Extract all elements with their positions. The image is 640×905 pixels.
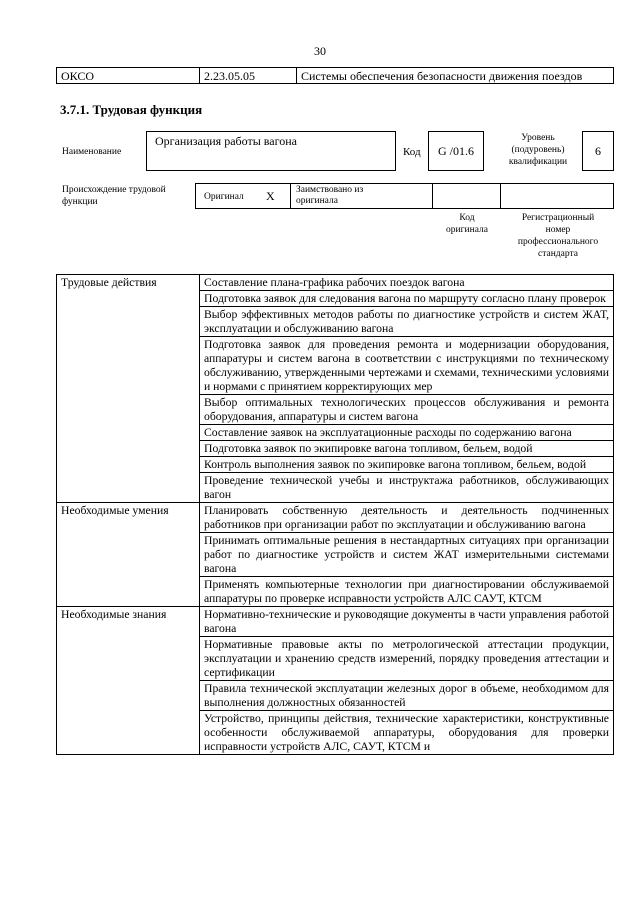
origin-label [62, 184, 166, 208]
table-row: Подготовка заявок для проведения ремонта и модернизации оборудования, аппаратуры и систем вагона в соответствии с инструкциями по техническому обслуживанию, утвержденными чертежами и схемами, техническими условиями и нормами с принятием корректирующих мер [200, 337, 614, 395]
table-row: Устройство, принципы действия, технические характеристики, конструктивные особенности обслуживаемой аппаратуры, оборудования для проверки исправности устройств АЛС, САУТ, КТСМ и [200, 711, 614, 755]
section-title: 3.7.1. Трудовая функция [60, 102, 203, 117]
table-row: Выбор оптимальных технологических процессов обслуживания и ремонта оборудования, аппаратуры и систем вагона [200, 395, 614, 425]
table-row: Составление плана-графика рабочих поездок вагона [200, 275, 614, 291]
code-value: G /01.6 [438, 144, 474, 158]
code-box [428, 131, 484, 171]
category-cell: Необходимые знания [57, 607, 200, 755]
table-row: Применять компьютерные технологии при диагностировании обслуживаемой аппаратуры по проверке исправности устройств АЛС САУТ, КТСМ [200, 577, 614, 607]
table-row: Подготовка заявок для следования вагона по маршруту согласно плану проверок [200, 291, 614, 307]
category-cell: Трудовые действия [57, 275, 200, 503]
level-label [490, 132, 586, 168]
reg-caption [503, 212, 613, 260]
okso-label: ОКСО [57, 68, 200, 84]
reg-caption-line: Регистрационный [521, 213, 595, 223]
origin-divider [500, 184, 501, 208]
table-row: Нормативно-технические и руководящие документы в части управления работой вагона [200, 607, 614, 637]
table-row: Составление заявок на эксплуатационные расходы по содержанию вагона [200, 425, 614, 441]
level-label-line: Уровень [521, 133, 555, 143]
okso-name: Системы обеспечения безопасности движения поездов [297, 68, 614, 84]
name-label: Наименование [62, 147, 122, 157]
reg-caption-line: профессионального [517, 237, 599, 247]
name-box [146, 131, 396, 171]
table-row: Подготовка заявок по экипировке вагона топливом, бельем, водой [200, 441, 614, 457]
level-label-line: (подуровень) [511, 145, 565, 155]
level-value: 6 [595, 144, 601, 158]
code-label: Код [403, 146, 421, 158]
original-label: Оригинал [204, 192, 244, 202]
table-row: Планировать собственную деятельность и деятельность подчиненных работников при организации работ по эксплуатации и обслуживанию вагона [200, 503, 614, 533]
code-caption-line: оригинала [446, 225, 488, 235]
borrowed-label-line: Заимствовано из [296, 185, 364, 195]
origin-label-line: функции [62, 197, 98, 207]
origin-box [195, 183, 614, 209]
origin-divider [290, 184, 291, 208]
reg-caption-line: номер [545, 225, 571, 235]
original-mark: X [266, 189, 275, 203]
borrowed-label-line: оригинала [296, 196, 338, 206]
okso-table [56, 67, 614, 84]
table-row: Правила технической эксплуатации железных дорог в объеме, необходимом для выполнения должностных обязанностей [200, 681, 614, 711]
code-caption-line: Код [459, 213, 475, 223]
function-details-table [56, 274, 614, 755]
page-number: 30 [314, 44, 326, 58]
okso-code: 2.23.05.05 [200, 68, 297, 84]
table-row: Контроль выполнения заявок по экипировке вагона топливом, бельем, водой [200, 457, 614, 473]
category-cell: Необходимые умения [57, 503, 200, 607]
table-row: Нормативные правовые акты по метрологической аттестации продукции, эксплуатации и хранению средств измерений, порядку проведения аттестации и сертификации [200, 637, 614, 681]
table-row: Выбор эффективных методов работы по диагностике устройств и систем ЖАТ, эксплуатации и обслуживанию вагона [200, 307, 614, 337]
borrowed-label [296, 185, 363, 207]
table-row: Проведение технической учебы и инструктажа работников, обслуживающих вагон [200, 473, 614, 503]
name-value: Организация работы вагона [155, 134, 297, 148]
level-box [582, 131, 614, 171]
origin-label-line: Происхождение трудовой [62, 185, 166, 195]
table-row: Принимать оптимальные решения в нестандартных ситуациях при организации работ по диагностике устройств и систем ЖАТ измерительными системами вагона [200, 533, 614, 577]
level-label-line: квалификации [508, 157, 568, 167]
reg-caption-line: стандарта [538, 249, 578, 259]
origin-divider [432, 184, 433, 208]
code-caption [430, 212, 504, 236]
